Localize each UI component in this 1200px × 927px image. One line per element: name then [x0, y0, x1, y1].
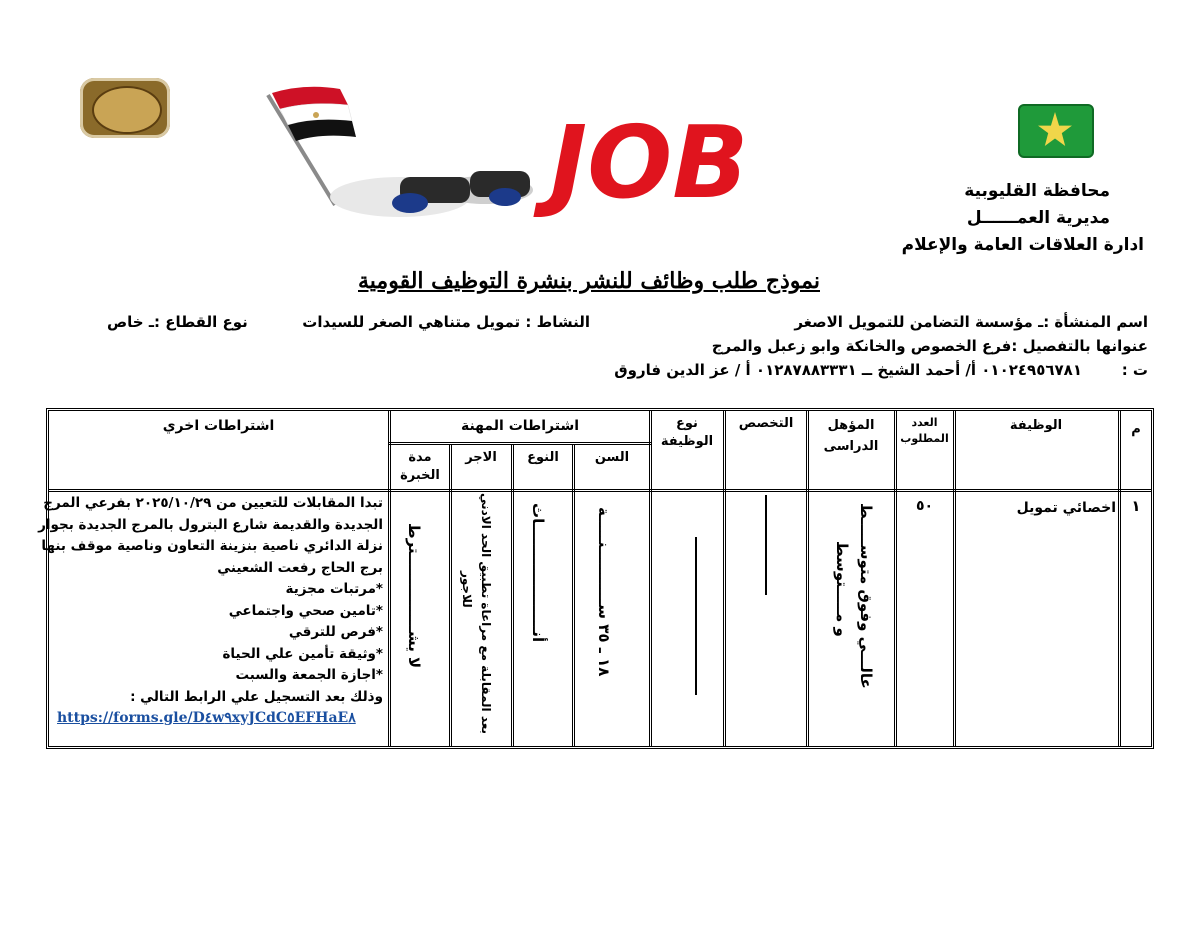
ministry-logo — [80, 78, 170, 138]
row-job: اخصائي تمويل — [1016, 500, 1116, 516]
row-qualification-line2: و مـــــتوسط — [833, 541, 851, 637]
row-salary-line2: للاجور — [460, 571, 474, 608]
directorate-name: مديرية العمــــــل — [966, 208, 1110, 228]
establishment-sector: نوع القطاع :ـ خاص — [107, 313, 248, 331]
job-graphic-text: JOB — [550, 104, 749, 221]
phone-numbers: ٠١٠٢٤٩٥٦٧٨١ أ/ أحمد الشيخ ــ ٠١٢٨٧٨٨٣٣٣١ أ / عز الدين فاروق — [614, 361, 1082, 379]
department-name: ادارة العلاقات العامة والإعلام — [901, 235, 1144, 255]
header-profession-conditions: اشتراطات المهنة — [460, 418, 580, 434]
header-qualification: المؤهل الدراسى — [823, 418, 879, 454]
row-salary-line1: بعد المقابلة مع مراعاة تطبيق الحد الادني — [479, 493, 493, 735]
governorate-logo — [1018, 104, 1094, 158]
job-requirements-table — [38, 408, 1154, 749]
row-qualification-line1: عالـــي وفوق متوســـــط — [857, 503, 875, 689]
row-count: ٥٠ — [915, 498, 934, 514]
specialization-empty-mark — [765, 495, 767, 595]
header-age: السن — [594, 450, 630, 465]
header-other-conditions: اشتراطات اخري — [162, 418, 275, 434]
row-other-conditions: تبدا المقابلات للتعيين من ٢٠٢٥/١٠/٢٩ بفرعي المرج الجديدة والقديمة شارع البترول بالمرج الجديدة بجوار نزلة الدائري ناصية بنزينة التعاون وناصية موقف بنها برج الحاج رفعت الشعيني *مرتبات مجزية *تامين صحي واجتماعي *فرص للترقي *وثيقة تأمين علي الحياة *اجازة الجمعة والسبت وذلك بعد التسجيل علي الرابط التالي : https://forms.gle/D٤w٩xyJCdC٥EFHaE٨ — [57, 493, 383, 730]
governorate-name: محافظة القليوبية — [964, 181, 1110, 201]
job-banner-illustration — [260, 85, 850, 230]
form-title: نموذج طلب وظائف للنشر بنشرة التوظيف القومية — [358, 268, 820, 294]
registration-link[interactable]: https://forms.gle/D٤w٩xyJCdC٥EFHaE٨ — [57, 710, 356, 726]
establishment-address: عنوانها بالتفصيل :فرع الخصوص والخانكة وابو زعبل والمرج — [711, 337, 1148, 355]
row-age: ١٨ ـ ٣٥ ســـــــــــنـــــة — [595, 507, 613, 677]
header-salary: الاجر — [465, 450, 497, 465]
header-experience: مدة الخبرة — [400, 450, 440, 483]
header-gender: النوع — [527, 450, 559, 465]
header-num: م — [1131, 422, 1141, 437]
row-experience: لا يشـــــــــــــــترط — [405, 523, 423, 669]
egypt-flag-icon — [272, 87, 356, 141]
header-job-type: نوع الوظيفة — [660, 416, 714, 449]
row-num: ١ — [1131, 497, 1141, 515]
establishment-name: اسم المنشأة :ـ مؤسسة التضامن للتمويل الاصغر — [794, 313, 1148, 331]
row-gender: أنـــــــــــــــــــــاث — [529, 503, 547, 643]
establishment-activity: النشاط : تمويل متناهي الصغر للسيدات — [302, 313, 590, 331]
header-count: العدد المطلوب — [900, 416, 949, 445]
header-specialization: التخصص — [738, 416, 794, 431]
phone-label: ت : — [1121, 361, 1148, 379]
header-job: الوظيفة — [1009, 418, 1063, 433]
job-type-empty-mark — [695, 537, 697, 695]
